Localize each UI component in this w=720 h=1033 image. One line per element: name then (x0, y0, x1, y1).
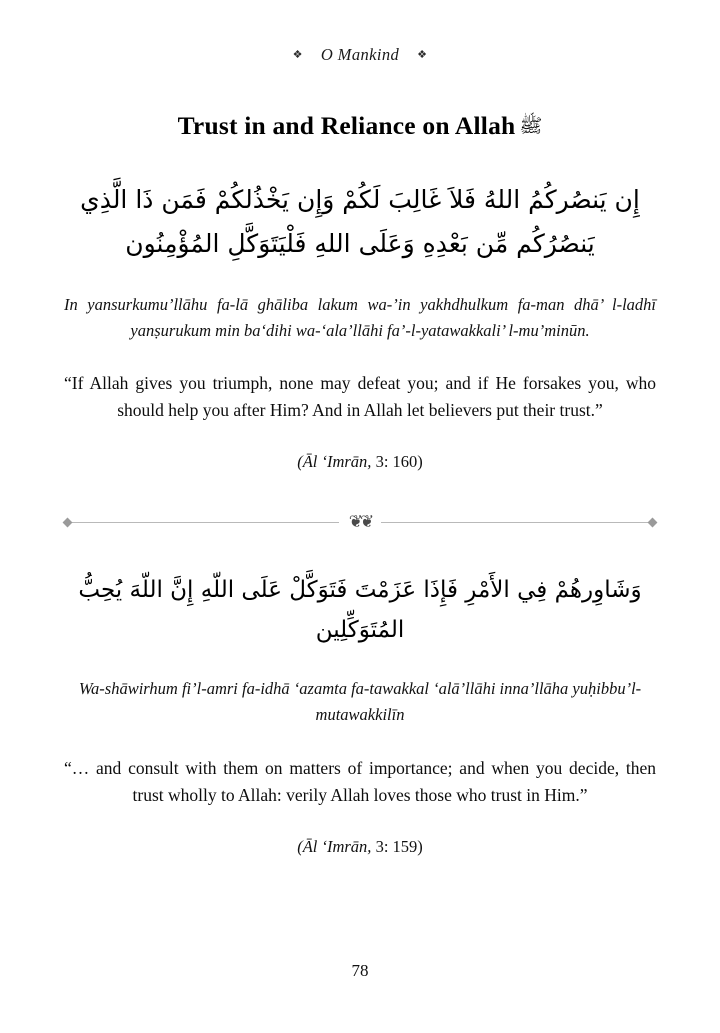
diamond-right-icon (648, 518, 658, 528)
reference-1 (64, 452, 656, 472)
ornamental-knot-icon: ❦❦ (348, 512, 372, 533)
allah-honorific-glyph: ﷺ (519, 116, 543, 137)
transliteration-1: In yansurkumu’llāhu fa-lā ghāliba lakum wa-’in yakhdhulkum fa-man dhā’ l-ladhī yanṣurukum min ba‘dihi wa-‘ala’llāhi fa’-l-yatawakkali’ l-mu’minūn. (64, 294, 656, 340)
running-header-title: O Mankind (320, 45, 400, 64)
reference-surah-1: (Āl ‘Imrān, (297, 451, 372, 471)
page-title (64, 111, 656, 144)
reference-surah-2: (Āl ‘Imrān, (297, 836, 372, 856)
arabic-verse-1: إِن يَنصُركُمُ اللهُ فَلاَ غَالِبَ لَكُمْ وَإِن يَخْذُلكُمْ فَمَن ذَا الَّذِي يَنصُرُكُم مِّن بَعْدِهِ وَعَلَى اللهِ فَلْيَتَوَكَّلِ المُؤْمِنُون (80, 185, 640, 258)
chapter-title-text: Trust in and Reliance on Allah (177, 111, 516, 140)
divider-rule-right (381, 522, 649, 523)
running-header (64, 45, 656, 65)
reference-2 (64, 837, 656, 857)
diamond-ornament-icon: ❖ (292, 48, 303, 61)
reference-numbers-1: 3: 160) (375, 451, 423, 471)
divider-rule-left (71, 522, 339, 523)
translation-2: “… and consult with them on matters of importance; and when you decide, then trust wholly to Allah: verily Allah loves those who trust in Him.” (64, 757, 656, 805)
section-divider (64, 512, 656, 534)
diamond-left-icon (63, 518, 73, 528)
translation-1: “If Allah gives you triumph, none may defeat you; and if He forsakes you, who should help you after Him? And in Allah let believers put their trust.” (64, 372, 656, 420)
page-number: 78 (351, 961, 369, 980)
reference-numbers-2: 3: 159) (375, 836, 423, 856)
arabic-verse-2: وَشَاوِرهُمْ فِي الأَمْرِ فَإِذَا عَزَمْتَ فَتَوَكَّلْ عَلَى اللّهِ إِنَّ اللّهَ يُحِبُّ المُتَوَكِّلِين (78, 576, 642, 644)
transliteration-2: Wa-shāwirhum fi’l-amri fa-idhā ‘azamta fa-tawakkal ‘alā’llāhi inna’llāha yuḥibbu’l-mutawakkilīn (78, 679, 642, 725)
diamond-ornament-icon: ❖ (417, 48, 428, 61)
